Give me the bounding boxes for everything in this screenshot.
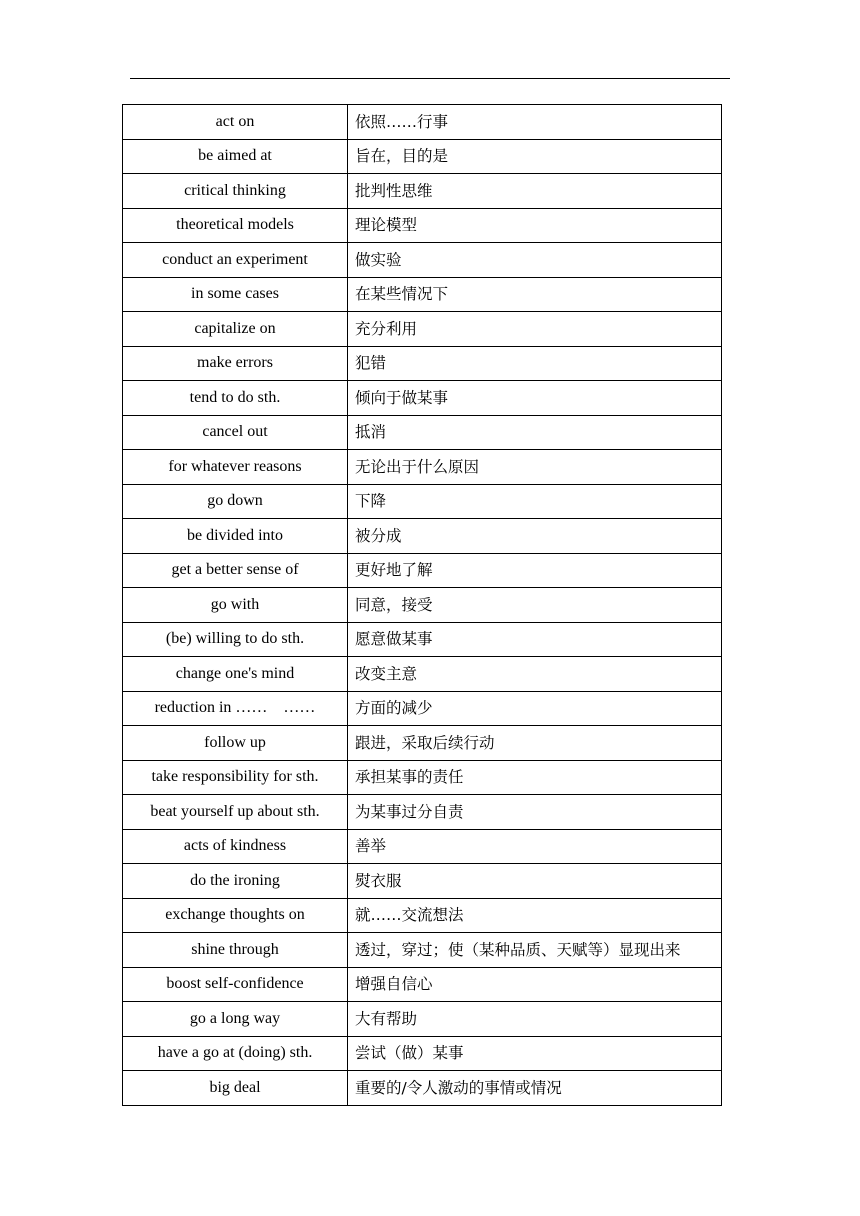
chinese-meaning: 大有帮助 — [348, 1002, 722, 1037]
chinese-meaning: 批判性思维 — [348, 174, 722, 209]
english-phrase: do the ironing — [123, 864, 348, 899]
english-phrase: capitalize on — [123, 312, 348, 347]
table-row — [123, 174, 722, 209]
english-phrase: go down — [123, 484, 348, 519]
chinese-meaning: 做实验 — [348, 243, 722, 278]
chinese-meaning: 倾向于做某事 — [348, 381, 722, 416]
table-row — [123, 105, 722, 140]
chinese-meaning: 承担某事的责任 — [348, 760, 722, 795]
table-row — [123, 691, 722, 726]
chinese-meaning: 下降 — [348, 484, 722, 519]
english-phrase: change one's mind — [123, 657, 348, 692]
english-phrase: reduction in …… …… — [123, 691, 348, 726]
english-phrase: acts of kindness — [123, 829, 348, 864]
english-phrase: tend to do sth. — [123, 381, 348, 416]
chinese-meaning: 充分利用 — [348, 312, 722, 347]
chinese-meaning: 在某些情况下 — [348, 277, 722, 312]
table-row — [123, 829, 722, 864]
english-phrase: act on — [123, 105, 348, 140]
chinese-meaning: 熨衣服 — [348, 864, 722, 899]
table-row — [123, 657, 722, 692]
chinese-meaning: 重要的/令人激动的事情或情况 — [348, 1071, 722, 1106]
english-phrase: beat yourself up about sth. — [123, 795, 348, 830]
english-phrase: cancel out — [123, 415, 348, 450]
table-row — [123, 450, 722, 485]
chinese-meaning: 同意，接受 — [348, 588, 722, 623]
chinese-meaning: 被分成 — [348, 519, 722, 554]
english-phrase: shine through — [123, 933, 348, 968]
table-row — [123, 519, 722, 554]
english-phrase: follow up — [123, 726, 348, 761]
chinese-meaning: 愿意做某事 — [348, 622, 722, 657]
vocabulary-table-body — [123, 105, 722, 1106]
table-row — [123, 346, 722, 381]
chinese-meaning: 为某事过分自责 — [348, 795, 722, 830]
english-phrase: get a better sense of — [123, 553, 348, 588]
english-phrase: for whatever reasons — [123, 450, 348, 485]
english-phrase: in some cases — [123, 277, 348, 312]
table-row — [123, 415, 722, 450]
english-phrase: big deal — [123, 1071, 348, 1106]
header-rule — [130, 78, 730, 79]
english-phrase: critical thinking — [123, 174, 348, 209]
english-phrase: conduct an experiment — [123, 243, 348, 278]
english-phrase: go a long way — [123, 1002, 348, 1037]
english-phrase: theoretical models — [123, 208, 348, 243]
english-phrase: boost self-confidence — [123, 967, 348, 1002]
table-row — [123, 243, 722, 278]
english-phrase: exchange thoughts on — [123, 898, 348, 933]
chinese-meaning: 无论出于什么原因 — [348, 450, 722, 485]
chinese-meaning: 依照……行事 — [348, 105, 722, 140]
english-phrase: take responsibility for sth. — [123, 760, 348, 795]
table-row — [123, 312, 722, 347]
table-row — [123, 208, 722, 243]
table-row — [123, 1002, 722, 1037]
chinese-meaning: 增强自信心 — [348, 967, 722, 1002]
chinese-meaning: 更好地了解 — [348, 553, 722, 588]
table-row — [123, 933, 722, 968]
table-row — [123, 760, 722, 795]
table-row — [123, 967, 722, 1002]
english-phrase: go with — [123, 588, 348, 623]
chinese-meaning: 理论模型 — [348, 208, 722, 243]
table-row — [123, 726, 722, 761]
chinese-meaning: 犯错 — [348, 346, 722, 381]
table-row — [123, 381, 722, 416]
chinese-meaning: 就……交流想法 — [348, 898, 722, 933]
chinese-meaning: 尝试（做）某事 — [348, 1036, 722, 1071]
table-row — [123, 795, 722, 830]
english-phrase: be aimed at — [123, 139, 348, 174]
chinese-meaning: 抵消 — [348, 415, 722, 450]
chinese-meaning: 方面的减少 — [348, 691, 722, 726]
chinese-meaning: 透过，穿过；使（某种品质、天赋等）显现出来 — [348, 933, 722, 968]
chinese-meaning: 善举 — [348, 829, 722, 864]
table-row — [123, 898, 722, 933]
table-row — [123, 484, 722, 519]
table-row — [123, 553, 722, 588]
chinese-meaning: 跟进，采取后续行动 — [348, 726, 722, 761]
chinese-meaning: 改变主意 — [348, 657, 722, 692]
table-row — [123, 588, 722, 623]
english-phrase: (be) willing to do sth. — [123, 622, 348, 657]
vocabulary-table — [122, 104, 722, 1106]
table-row — [123, 139, 722, 174]
table-row — [123, 864, 722, 899]
table-row — [123, 277, 722, 312]
chinese-meaning: 旨在，目的是 — [348, 139, 722, 174]
table-row — [123, 1071, 722, 1106]
table-row — [123, 622, 722, 657]
english-phrase: make errors — [123, 346, 348, 381]
english-phrase: have a go at (doing) sth. — [123, 1036, 348, 1071]
table-row — [123, 1036, 722, 1071]
english-phrase: be divided into — [123, 519, 348, 554]
